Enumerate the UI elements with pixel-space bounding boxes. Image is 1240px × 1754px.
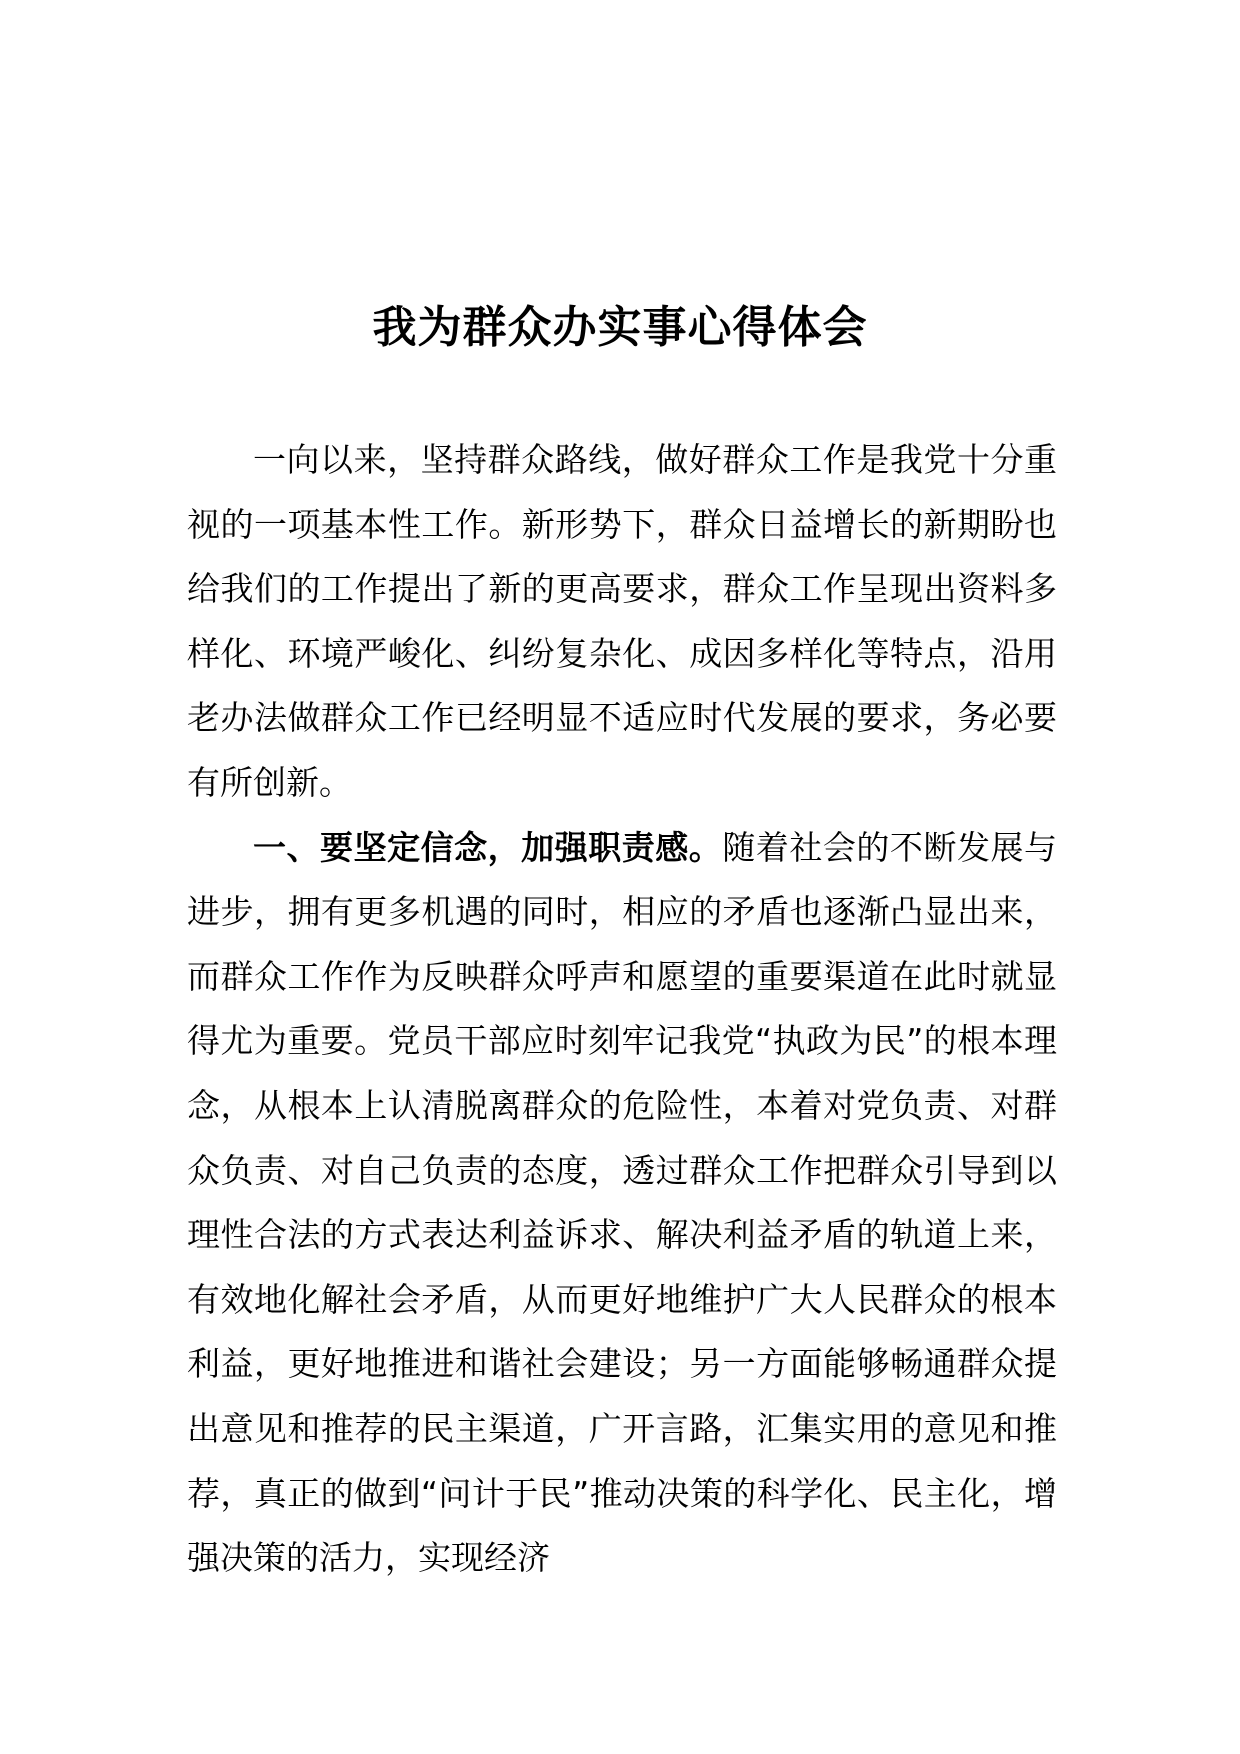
document-title: 我为群众办实事心得体会 — [372, 302, 868, 353]
section-one-heading: 一、要坚定信念，加强职责感。 — [253, 827, 723, 867]
section-one-text: 随着社会的不断发展与进步，拥有更多机遇的同时，相应的矛盾也逐渐凸显出来，而群众工作作为反映群众呼声和愿望的重要渠道在此时就显得尤为重要。党员干部应时刻牢记我党“执政为民”的根本理念，从根本上认清脱离群众的危险性，本着对党负责、对群众负责、对自己负责的态度，透过群众工作把群众引导到以理性合法的方式表达利益诉求、解决利益矛盾的轨道上来，有效地化解社会矛盾，从而更好地维护广大人民群众的根本利益，更好地推进和谐社会建设；另一方面能够畅通群众提出意见和推荐的民主渠道，广开言路，汇集实用的意见和推荐，真正的做到“问计于民”推动决策的科学化、民主化，增强决策的活力，实现经济 — [187, 827, 1058, 1578]
paragraph-intro — [187, 428, 1057, 816]
paragraph-intro-text: 一向以来，坚持群众路线，做好群众工作是我党十分重视的一项基本性工作。新形势下，群众日益增长的新期盼也给我们的工作提出了新的更高要求，群众工作呈现出资料多样化、环境严峻化、纠纷复杂化、成因多样化等特点，沿用老办法做群众工作已经明显不适应时代发展的要求，务必要有所创新。 — [187, 440, 1057, 802]
paragraph-section-one — [187, 816, 1057, 1591]
document-body — [187, 428, 1057, 1591]
